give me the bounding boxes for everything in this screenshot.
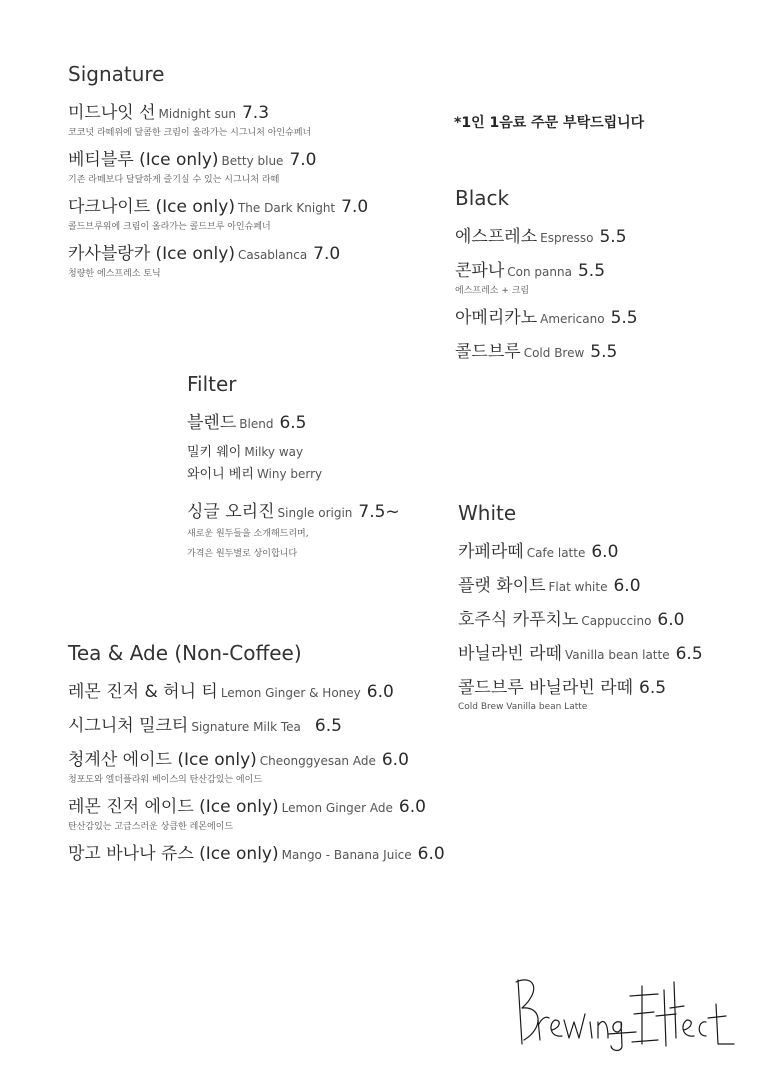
item-english-name: Single origin [277,506,353,520]
item-description: 청포도와 엘더플라워 베이스의 탄산감있는 에이드 [68,775,263,785]
item-english-name: Mango - Banana Juice [281,848,412,862]
item-name: 시그니처 밀크티 [68,716,189,736]
item-description: Cold Brew Vanilla bean Latte [458,702,588,712]
item-name: 카사블랑카 (Ice only) [68,244,235,264]
white-item [458,575,703,598]
item-description: 에스프레소 + 크림 [455,286,530,296]
item-name: 아메리카노 [455,308,538,328]
option-english-name: Winy berry [256,467,323,481]
item-english-name: Cafe latte [526,546,586,560]
item-english-name: Cappuccino [581,614,652,628]
item-name: 다크나이트 (Ice only) [68,197,235,217]
item-price: 6.5 [639,678,667,698]
item-description: 탄산감있는 고급스러운 상큼한 레몬에이드 [68,822,234,832]
brewing-effect-signature-icon [508,968,738,1058]
tea-ade-title: Tea & Ade (Non-Coffee) [68,641,302,665]
tea-ade-section [68,641,445,866]
tea-item [68,681,445,704]
item-name: 콜드브루 [455,342,521,362]
white-item [458,609,703,632]
item-english-name: The Dark Knight [237,201,336,215]
blend-item [187,412,400,435]
item-price: 6.0 [366,682,394,702]
signature-section [68,62,368,280]
item-price: 6.0 [381,750,409,770]
item-english-name: Cold Brew [523,346,585,360]
item-english-name: Espresso [540,231,594,245]
black-item [455,341,638,364]
white-item [458,677,703,713]
item-description: 기존 라떼보다 달달하게 즐기실 수 있는 시그니처 라떼 [68,175,280,185]
black-title: Black [455,186,510,210]
black-item [455,307,638,330]
item-price: 6.5 [675,644,703,664]
item-name: 콘파나 [455,261,505,281]
item-name: 레몬 진저 & 허니 티 [68,682,218,702]
item-name: 에스프레소 [455,227,538,247]
item-name: 블렌드 [187,413,237,433]
item-english-name: Cheonggyesan Ade [259,754,376,768]
option-name: 와이니 베리 [187,467,254,482]
item-price: 5.5 [577,261,606,281]
item-english-name: Americano [540,312,605,326]
item-price: 6.0 [398,797,426,817]
item-name: 카페라떼 [458,542,524,562]
tea-item [68,749,445,786]
item-english-name: Blend [239,417,274,431]
white-section [458,501,703,713]
item-price: 6.0 [657,610,685,630]
signature-title: Signature [68,62,165,86]
item-name: 싱글 오리진 [187,502,275,522]
item-price: 6.0 [591,542,619,562]
item-name: 청계산 에이드 (Ice only) [68,750,257,770]
black-item [455,226,638,249]
item-english-name: Lemon Ginger & Honey [220,686,361,700]
item-english-name: Casablanca [237,248,308,262]
item-english-name: Con panna [507,265,572,279]
item-description: 새로운 원두들을 소개해드리며, [187,529,309,539]
item-price: 6.5 [314,716,342,736]
tea-item [68,715,445,738]
item-price: 5.5 [610,308,638,328]
item-description: 청량한 에스프레소 토닉 [68,269,161,279]
white-item [458,643,703,666]
item-english-name: Vanilla bean latte [564,648,670,662]
item-description: 가격은 원두별로 상이합니다 [187,549,298,559]
item-name: 레몬 진저 에이드 (Ice only) [68,797,279,817]
filter-section [187,372,400,560]
item-price: 6.0 [613,576,641,596]
item-price: 5.5 [599,227,627,247]
item-english-name: Flat white [548,580,608,594]
item-description: 콜드브루위에 크림이 올라가는 콜드브루 아인슈페너 [68,222,271,232]
item-name: 호주식 카푸치노 [458,610,579,630]
brand-logo [508,968,738,1058]
blend-option [187,441,400,463]
item-price: 7.0 [313,244,341,264]
signature-item [68,149,368,186]
item-name: 미드나잇 선 [68,103,156,123]
white-item [458,541,703,564]
signature-item [68,243,368,280]
item-price: 7.3 [241,103,270,123]
item-english-name: Lemon Ginger Ade [281,801,393,815]
item-price: 7.0 [289,150,317,170]
item-price: 6.5 [279,413,307,433]
item-english-name: Signature Milk Tea [191,720,301,734]
item-price: 6.0 [417,844,445,864]
blend-option [187,463,400,485]
single-origin-item [187,501,400,524]
tea-item [68,796,445,833]
item-price: 7.0 [341,197,369,217]
signature-item [68,196,368,233]
item-name: 플랫 화이트 [458,576,546,596]
item-description: 코코넛 라떼위에 달콤한 크림이 올라가는 시그니처 아인슈페너 [68,128,312,138]
signature-item [68,102,368,139]
item-price: 7.5~ [358,502,400,522]
white-title: White [458,501,517,525]
item-english-name: Midnight sun [158,107,236,121]
item-price: 5.5 [590,342,618,362]
item-english-name: Betty blue [221,154,284,168]
item-name: 바닐라빈 라떼 [458,644,562,664]
option-name: 밀키 웨이 [187,445,242,460]
order-notice: *1인 1음료 주문 부탁드립니다 [454,115,645,131]
black-section [455,186,638,364]
tea-item [68,843,445,866]
item-name: 베티블루 (Ice only) [68,150,219,170]
filter-title: Filter [187,372,237,396]
option-english-name: Milky way [244,445,304,459]
item-name: 콜드브루 바닐라빈 라떼 [458,678,634,698]
black-item [455,260,638,297]
item-name: 망고 바나나 쥬스 (Ice only) [68,844,279,864]
